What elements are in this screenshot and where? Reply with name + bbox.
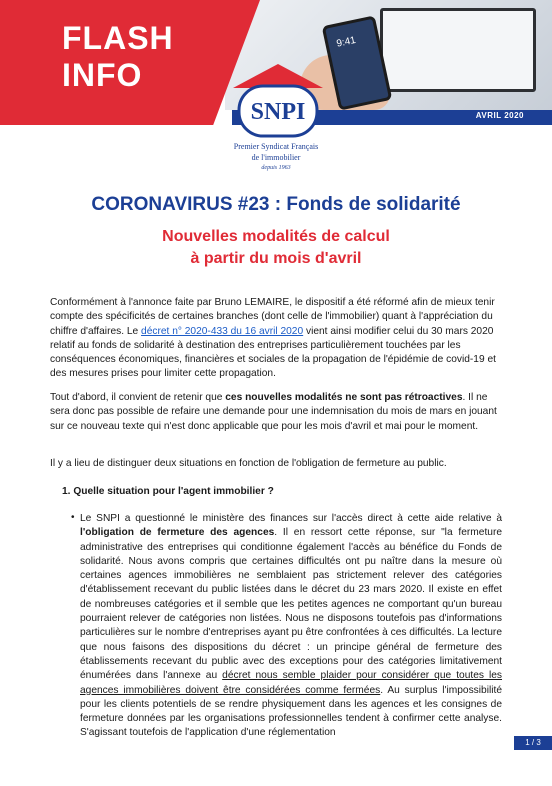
flash-line: FLASH [62, 20, 174, 56]
info-line: INFO [62, 57, 143, 93]
document-title: CORONAVIRUS #23 : Fonds de solidarité [91, 194, 461, 215]
issue-date: AVRIL 2020 [475, 111, 524, 120]
para2-text-cont: . Il ne sera donc pas possible de refaire une demande pour une indemnisation du mois de mars en jouant sur ce nouveau texte qui n'est donc applicable que pour les mois d'avril et mai pour le moment. [50, 392, 497, 432]
para2-bold: ces nouvelles modalités ne sont pas rétroactives [225, 392, 463, 403]
retroactivity-paragraph [50, 391, 506, 434]
subtitle-line-2: à partir du mois d'avril [190, 250, 362, 267]
phone-time: 9:41 [335, 34, 357, 50]
laptop-screen-image [380, 8, 536, 92]
bullet-paragraph [80, 512, 502, 741]
para2-text: Tout d'abord, il convient de retenir que [50, 392, 226, 403]
para1-text: Conformément à l'annonce faite par Bruno LEMAIRE, le dispositif a été réformé afin de mieux tenir compte des spécificités de certaines branches (dont celle de l'immobilier) quant à l'appréciation du chiffre d'affaires. Le [50, 297, 495, 337]
section-heading-1: 1. Quelle situation pour l'agent immobilier ? [62, 486, 274, 497]
snpi-logo [225, 62, 331, 138]
para1-text-cont: vient ainsi modifier celui du 30 mars 2020 relatif au fonds de solidarité à destination des entreprises particulièrement touchées par les conséquences économiques, financières et sociales de la propagation de l'épidémie de covid-19 et des mesures prises pour limiter cette propagation. [50, 325, 496, 380]
caption-line-3: depuis 1963 [261, 165, 291, 171]
caption-line-2: de l'immobilier [251, 153, 301, 162]
subtitle-line-1: Nouvelles modalités de calcul [162, 228, 390, 245]
flash-info-title [62, 20, 174, 94]
document-subtitle [0, 226, 552, 270]
logo-text: SNPI [250, 99, 306, 125]
bullet-underlined: décret nous semble plaider pour considérer que toutes les agences immobilières doivent être considérées comme fermées [80, 670, 503, 696]
caption-line-1: Premier Syndicat Français [233, 142, 319, 151]
bullet-text: Le SNPI a questionné le ministère des finances sur l'accès direct à cette aide relative à [80, 513, 502, 524]
bullet-text-cont: . Il en ressort cette réponse, sur "la fermeture administrative des entreprises qui conditionne également l'accès au bénéfice du Fonds de solidarité. Nous avons compris que certaines difficultés ont pu naître dans la mesure où certaines agences immobilières ne semblaient pas strictement relever des catégories d'établissement recevant du public listées dans le décret du 23 mars 2020. Il existe en effet de nombreuses catégories et il semble que les petites agences ne comportant qu'un bureau pourraient relever de catégories non listées. Nous ne disposons toutefois pas d'informations particulières sur le nombre d'entreprises ayant pu être confrontées à ces difficultés. La lecture que nous faisons des dispositions du décret : un principe général de fermeture des établissements recevant du public avec des exceptions pour des catégories limitativement énumérées dans l'annexe au [80, 527, 502, 682]
bullet-icon: • [71, 512, 75, 523]
decree-link[interactable]: décret n° 2020-433 du 16 avril 2020 [141, 325, 304, 337]
para3-text: Il y a lieu de distinguer deux situations en fonction de l'obligation de fermeture au public. [50, 458, 447, 469]
situations-paragraph [50, 457, 506, 471]
intro-paragraph [50, 296, 506, 382]
bullet-bold: l'obligation de fermeture des agences [80, 527, 275, 539]
logo-caption [188, 141, 364, 174]
bullet-text-end: . Au surplus l'impossibilité pour les clients potentiels de se rendre physiquement dans les agences et les consignes de fermeture données par les organisations professionnelles tendent à confirmer cette analyse. S'agissant toutefois de l'application d'une réglementation [80, 684, 502, 739]
page-number: 1 / 3 [514, 736, 552, 750]
